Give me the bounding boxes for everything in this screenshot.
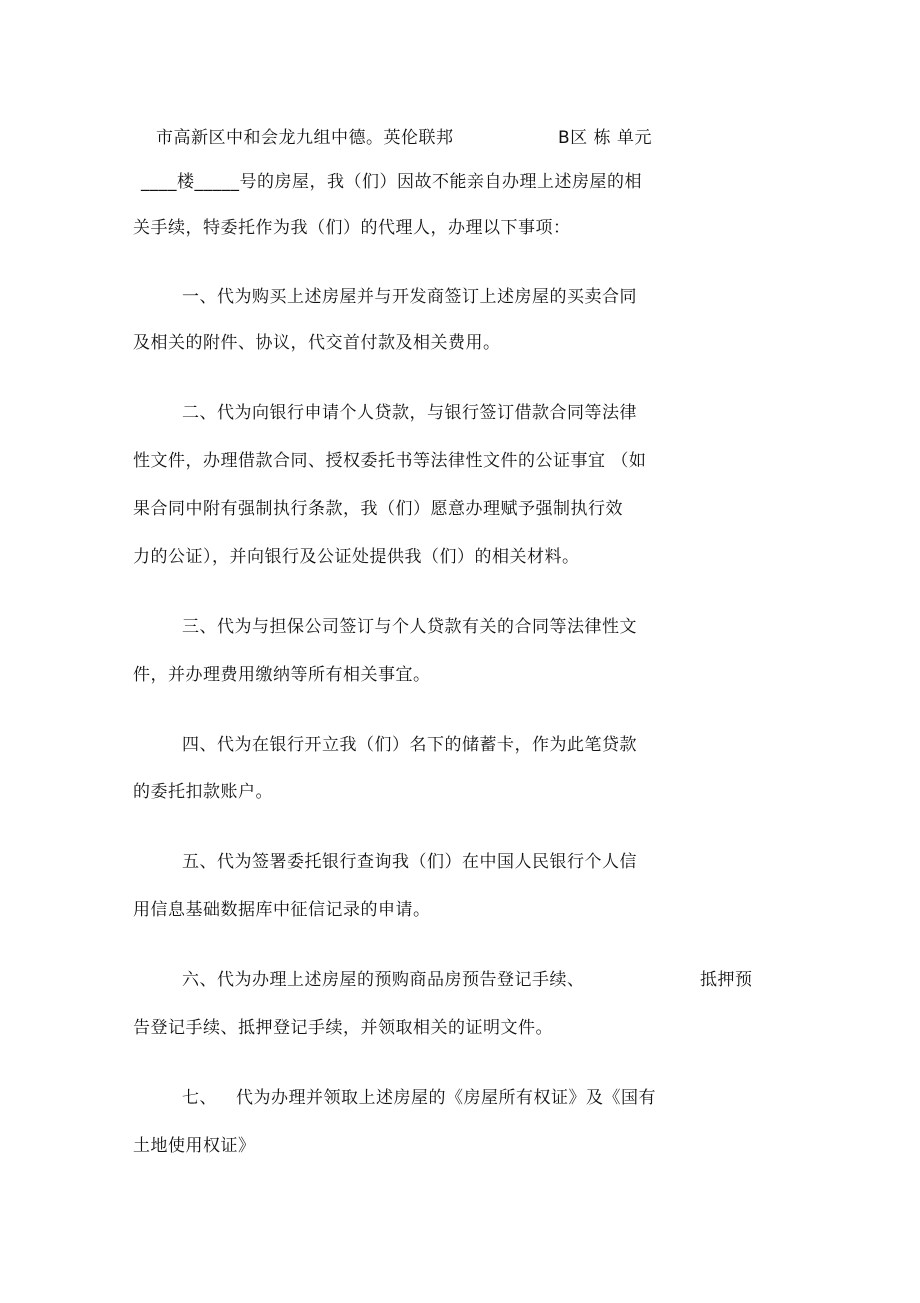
item-1-line-1: 一、代为购买上述房屋并与开发商签订上述房屋的买卖合同 bbox=[182, 287, 637, 307]
item-5-line-1: 五、代为签署委托银行查询我（们）在中国人民银行个人信 bbox=[182, 852, 637, 872]
intro-line-1-part-2: B区 栋 单元 bbox=[558, 128, 652, 148]
item-4-line-1: 四、代为在银行开立我（们）名下的储蓄卡，作为此笔贷款 bbox=[182, 735, 637, 755]
item-7-line-2: 土地使用权证》 bbox=[133, 1136, 256, 1156]
intro-line-3: 关手续，特委托作为我（们）的代理人，办理以下事项： bbox=[133, 218, 571, 238]
item-2-line-1: 二、代为向银行申请个人贷款，与银行签订借款合同等法律 bbox=[182, 403, 637, 423]
intro-line-1-part-1: 市高新区中和会龙九组中德。英伦联邦 bbox=[156, 128, 454, 148]
item-2-line-2: 性文件，办理借款合同、授权委托书等法律性文件的公证事宜 （如 bbox=[133, 451, 647, 471]
intro-line-2: ____楼_____号的房屋，我（们）因故不能亲自办理上述房屋的相 bbox=[141, 172, 642, 192]
item-6-line-1-tail: 抵押预 bbox=[700, 970, 753, 990]
item-3-line-2: 件，并办理费用缴纳等所有相关事宜。 bbox=[133, 665, 431, 685]
item-6-line-1: 六、代为办理上述房屋的预购商品房预告登记手续、 bbox=[182, 970, 585, 990]
item-7-line-1: 代为办理并领取上述房屋的《房屋所有权证》及《国有 bbox=[236, 1088, 656, 1108]
item-2-line-3: 果合同中附有强制执行条款，我（们）愿意办理赋予强制执行效 bbox=[133, 499, 623, 519]
item-4-line-2: 的委托扣款账户。 bbox=[133, 782, 273, 802]
item-5-line-2: 用信息基础数据库中征信记录的申请。 bbox=[133, 900, 431, 920]
item-3-line-1: 三、代为与担保公司签订与个人贷款有关的合同等法律性文 bbox=[182, 617, 637, 637]
item-1-line-2: 及相关的附件、协议，代交首付款及相关费用。 bbox=[133, 333, 501, 353]
item-2-line-4: 力的公证），并向银行及公证处提供我（们）的相关材料。 bbox=[133, 547, 580, 567]
item-7-number: 七、 bbox=[182, 1088, 217, 1108]
item-6-line-2: 告登记手续、抵押登记手续，并领取相关的证明文件。 bbox=[133, 1018, 553, 1038]
